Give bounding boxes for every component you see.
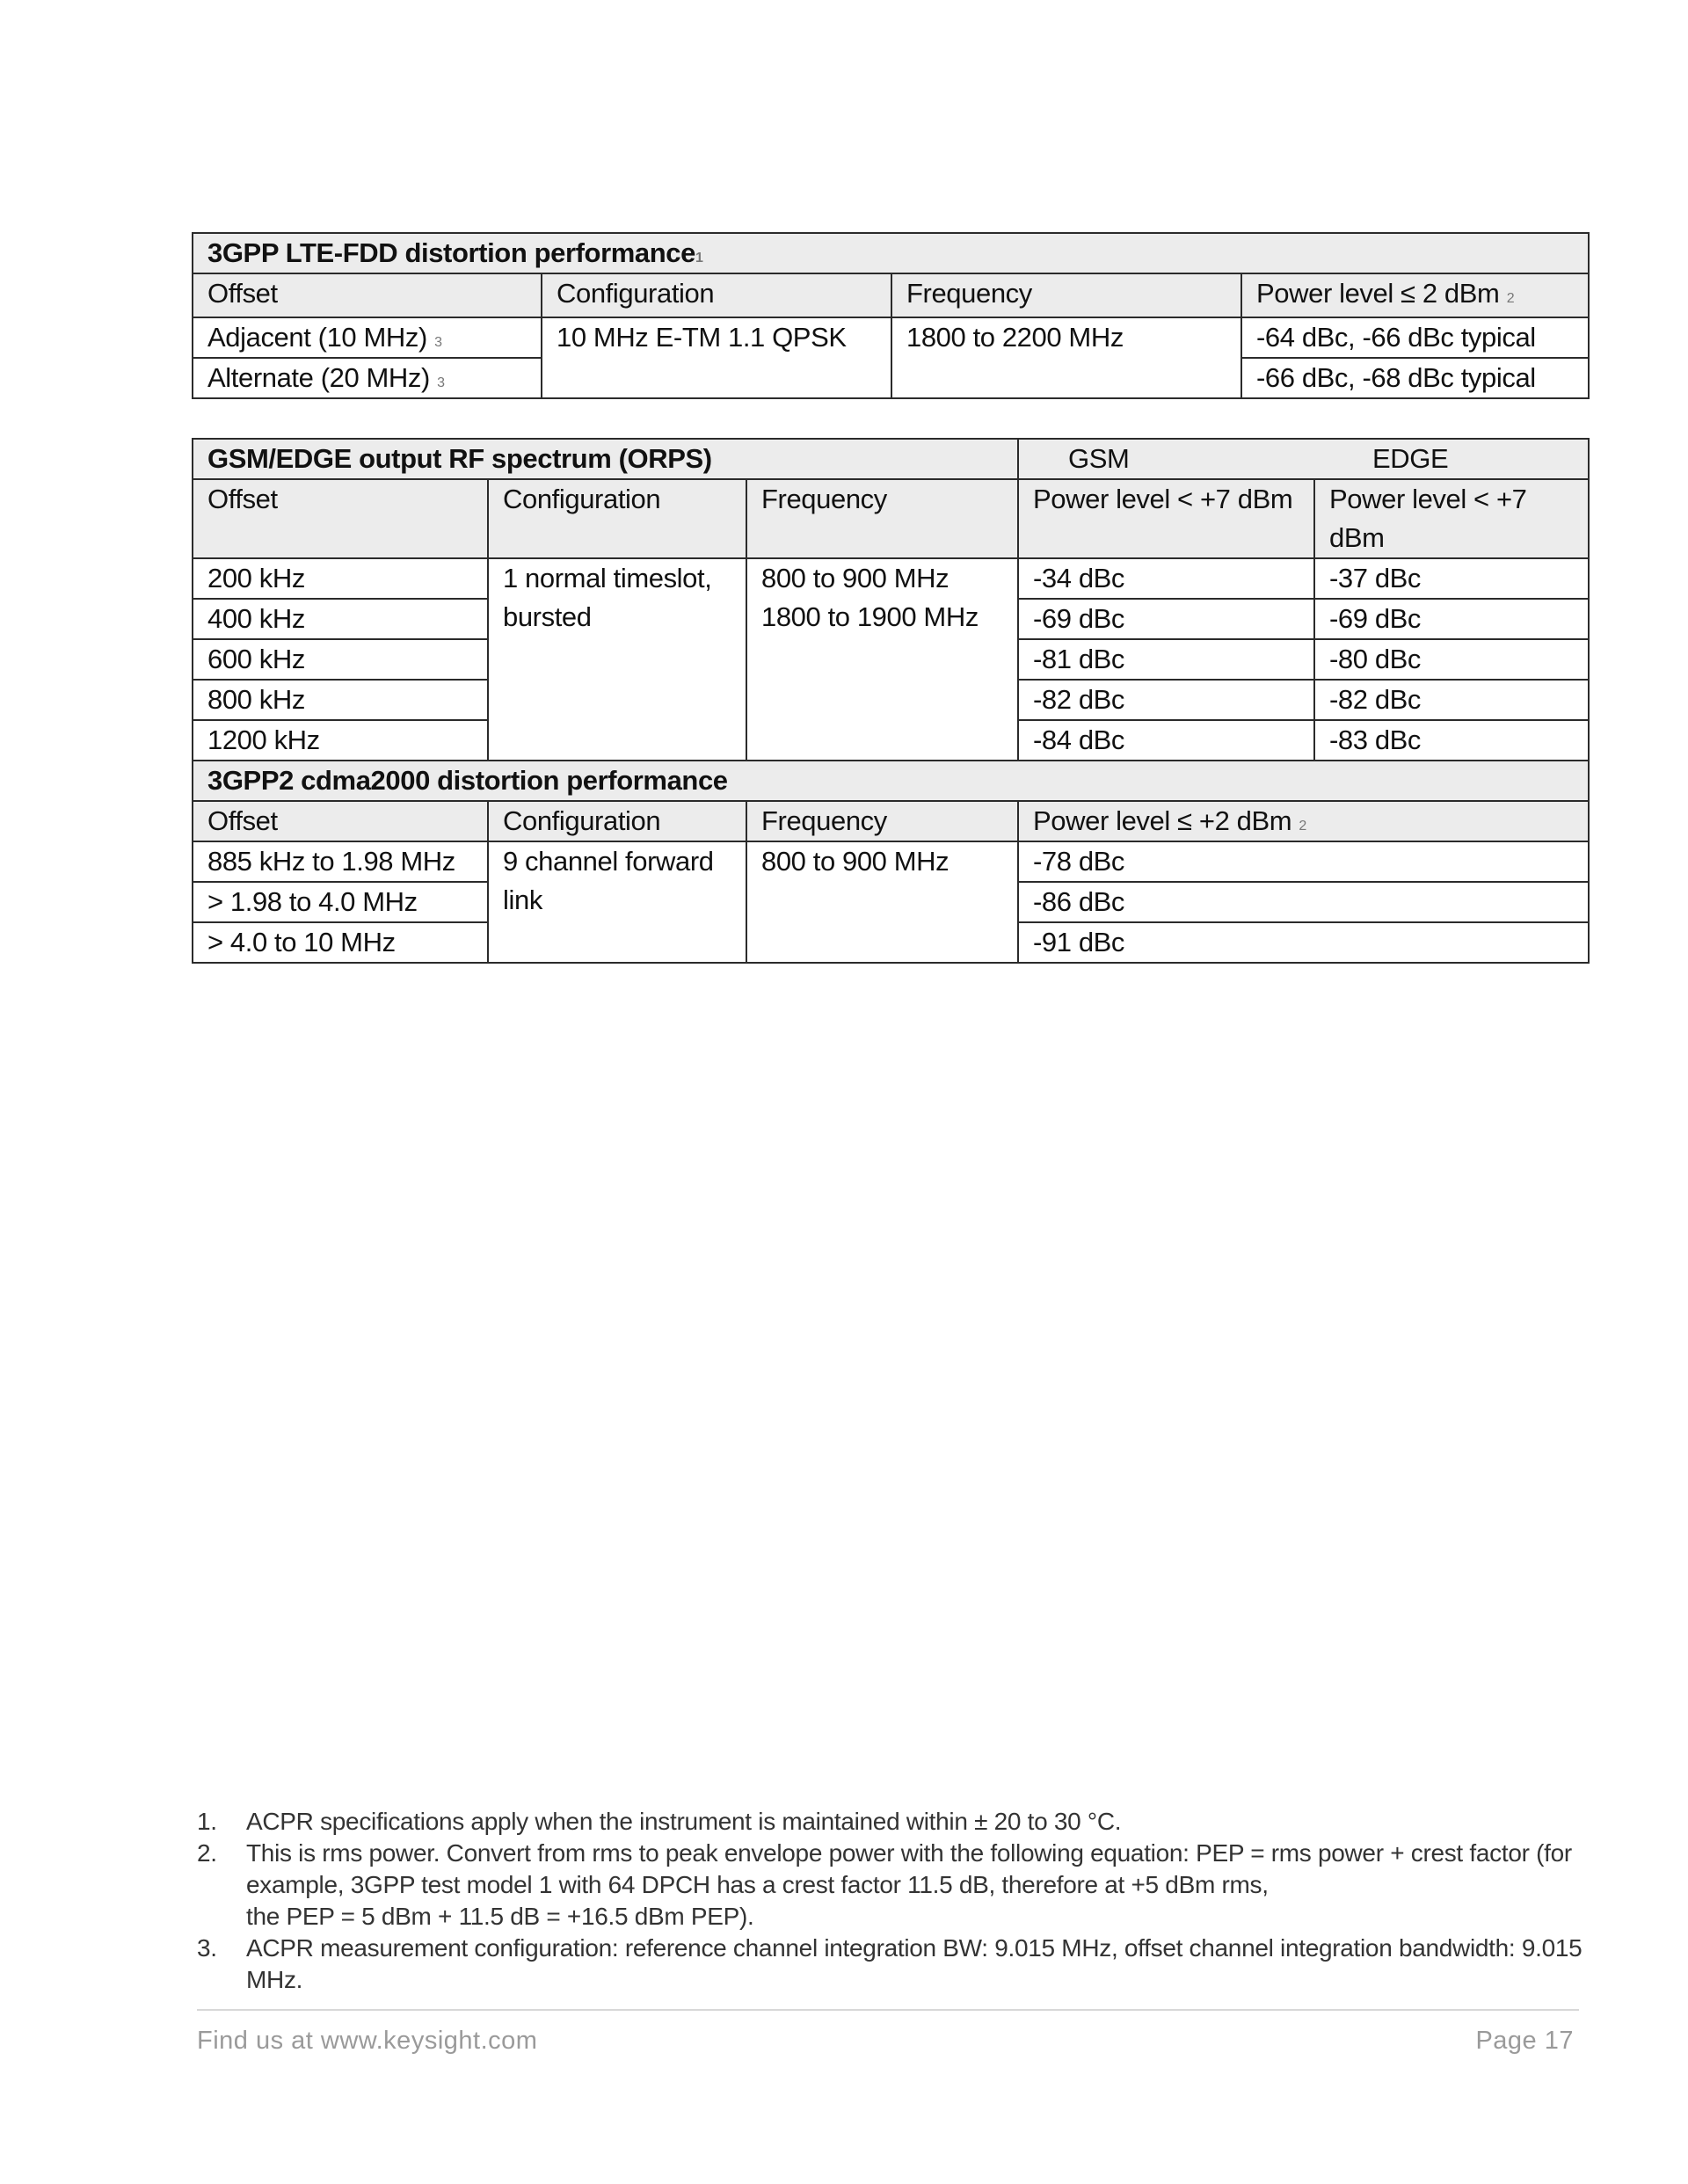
- table-row: [193, 841, 1589, 882]
- edge-value-cell: -82 dBc: [1314, 680, 1589, 720]
- gsm-offset-cell: 400 kHz: [193, 599, 488, 639]
- table-row: [193, 558, 1589, 599]
- gsm-table-title: GSM/EDGE output RF spectrum (ORPS): [193, 439, 1018, 479]
- cdma-configuration-cell: 9 channel forward link: [488, 841, 746, 963]
- lte-value-cell: -66 dBc, -68 dBc typical: [1241, 358, 1589, 398]
- gsm-offset-cell: 800 kHz: [193, 680, 488, 720]
- gsm-value-cell: -69 dBc: [1018, 599, 1314, 639]
- edge-value-cell: -83 dBc: [1314, 720, 1589, 761]
- cdma-value-cell: -78 dBc: [1018, 841, 1589, 882]
- lte-table-title: 3GPP LTE-FDD distortion performance$^1$: [193, 233, 1589, 273]
- edge-header-power-level: Power level < +7 dBm: [1314, 479, 1589, 558]
- gsm-header-power-level: Power level < +7 dBm: [1018, 479, 1314, 558]
- cdma-offset-cell: > 4.0 to 10 MHz: [193, 922, 488, 963]
- lte-frequency-cell: 1800 to 2200 MHz: [891, 317, 1241, 398]
- edge-value-cell: -37 dBc: [1314, 558, 1589, 599]
- cdma-value-cell: -91 dBc: [1018, 922, 1589, 963]
- gsm-value-cell: -84 dBc: [1018, 720, 1314, 761]
- cdma-header-configuration: Configuration: [488, 801, 746, 841]
- lte-header-frequency: Frequency: [891, 273, 1241, 317]
- gsm-value-cell: -81 dBc: [1018, 639, 1314, 680]
- lte-header-offset: Offset: [193, 273, 542, 317]
- footer-website: Find us at www.keysight.com: [197, 2027, 538, 2055]
- cdma-header-power-level: Power level ≤ +2 dBm $^2$: [1018, 801, 1589, 841]
- lte-offset-cell: Alternate (20 MHz) $^3$: [193, 358, 542, 398]
- gsm-column-label: GSM: [1018, 439, 1314, 479]
- gsm-offset-cell: 600 kHz: [193, 639, 488, 680]
- cdma-value-cell: -86 dBc: [1018, 882, 1589, 922]
- cdma-frequency-cell: 800 to 900 MHz: [746, 841, 1018, 963]
- gsm-offset-cell: 200 kHz: [193, 558, 488, 599]
- cdma-header-frequency: Frequency: [746, 801, 1018, 841]
- edge-value-cell: -80 dBc: [1314, 639, 1589, 680]
- table-row: [193, 317, 1589, 358]
- lte-offset-cell: Adjacent (10 MHz) $^3$: [193, 317, 542, 358]
- footnotes: 1. ACPR specifications apply when the instrument is maintained within ± 20 to 30 °C. 2. This is rms power. Convert from rms to peak envelope power with the following equation: PEP = rms power + crest factor (for example, 3GPP test model 1 with 64 DPCH has a crest factor 11.5 dB, therefore at +5 dBm rms, the PEP = 5 dBm + 11.5 dB = +16.5 dBm PEP). 3. ACPR measurement configuration: reference channel integration BW: 9.015 MHz, offset channel integration bandwidth: 9.015 MHz.: [197, 1808, 1582, 1993]
- gsm-header-frequency: Frequency: [746, 479, 1018, 558]
- footer-divider: [197, 2009, 1579, 2011]
- lte-distortion-table: [192, 232, 1590, 399]
- gsm-value-cell: -82 dBc: [1018, 680, 1314, 720]
- lte-configuration-cell: 10 MHz E-TM 1.1 QPSK: [542, 317, 891, 398]
- page-number: Page 17: [1475, 2027, 1574, 2055]
- gsm-header-configuration: Configuration: [488, 479, 746, 558]
- gsm-frequency-cell: 800 to 900 MHz 1800 to 1900 MHz: [746, 558, 1018, 761]
- gsm-header-offset: Offset: [193, 479, 488, 558]
- lte-header-configuration: Configuration: [542, 273, 891, 317]
- lte-value-cell: -64 dBc, -66 dBc typical: [1241, 317, 1589, 358]
- cdma-header-offset: Offset: [193, 801, 488, 841]
- cdma-table-title: 3GPP2 cdma2000 distortion performance: [193, 761, 1589, 801]
- gsm-offset-cell: 1200 kHz: [193, 720, 488, 761]
- cdma-offset-cell: > 1.98 to 4.0 MHz: [193, 882, 488, 922]
- gsm-configuration-cell: 1 normal timeslot, bursted: [488, 558, 746, 761]
- gsm-cdma-table: [192, 438, 1590, 964]
- edge-column-label: EDGE: [1314, 439, 1589, 479]
- cdma-offset-cell: 885 kHz to 1.98 MHz: [193, 841, 488, 882]
- lte-header-power-level: Power level ≤ 2 dBm $^2$: [1241, 273, 1589, 317]
- edge-value-cell: -69 dBc: [1314, 599, 1589, 639]
- gsm-value-cell: -34 dBc: [1018, 558, 1314, 599]
